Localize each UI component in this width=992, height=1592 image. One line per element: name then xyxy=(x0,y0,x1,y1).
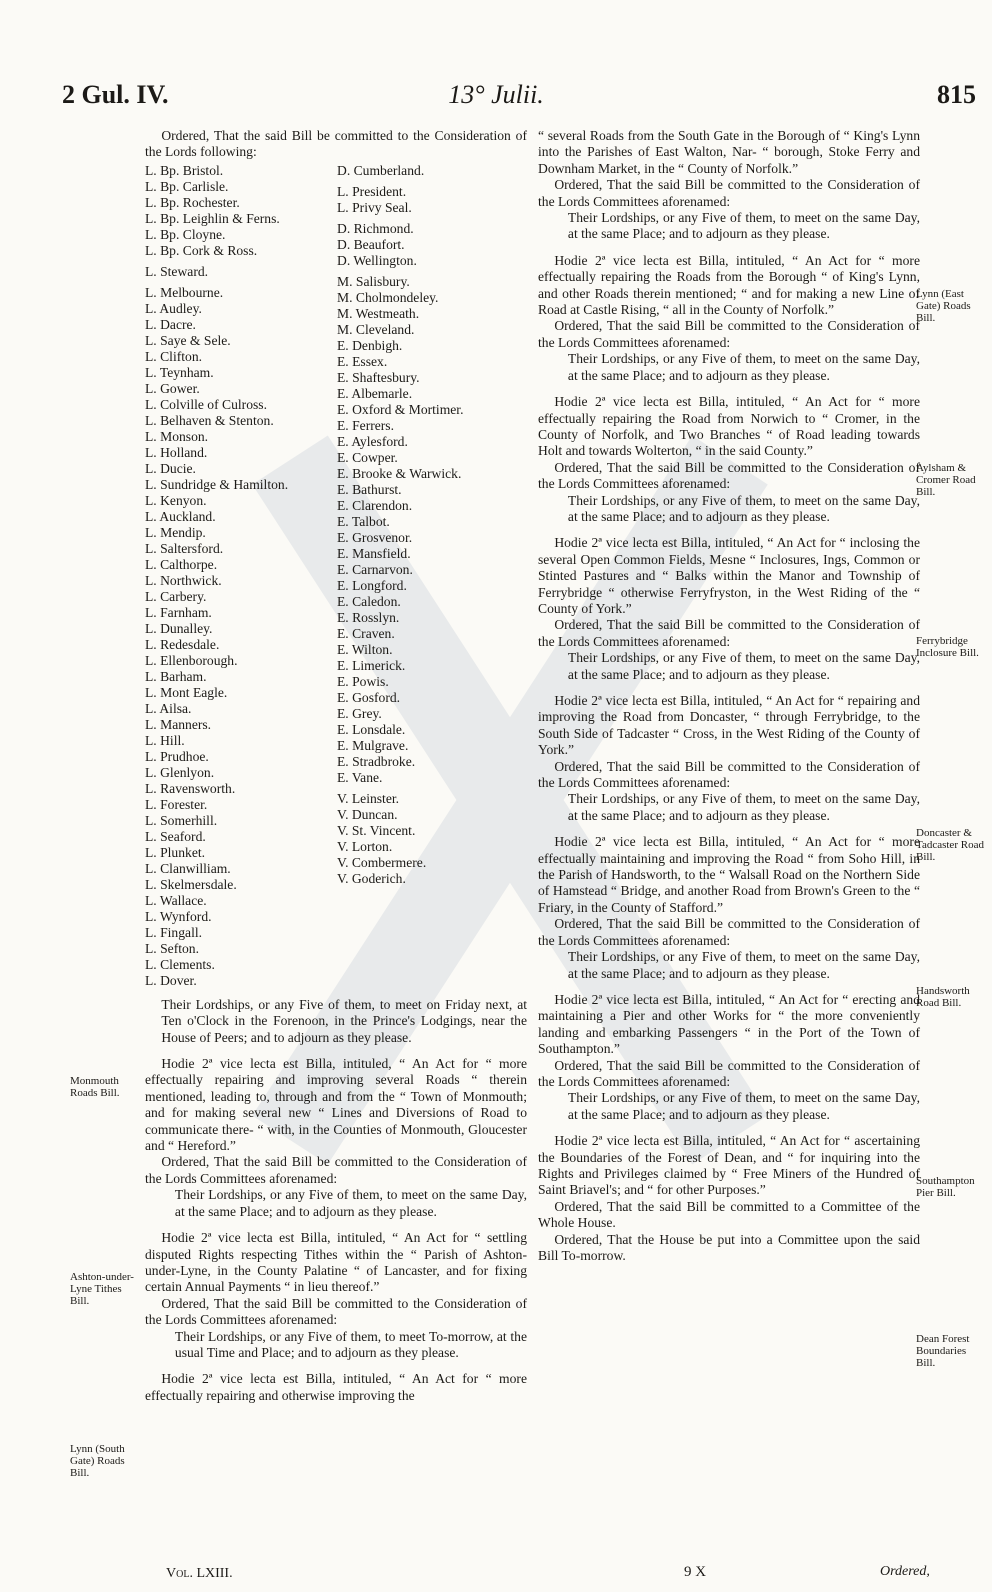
lord-entry: L. Glenlyon. xyxy=(145,764,215,780)
meeting-notice: Their Lordships, or any Five of them, to meet on Friday next, at Ten o'Clock in the Forenoon, in the Prince's Lodgings, near the House of Peers; and to adjourn as they please. xyxy=(161,996,527,1045)
meet-order: Their Lordships, or any Five of them, to meet on the same Day, at the same Place; and to adjourn as they please. xyxy=(567,949,920,981)
lord-entry: L. Sundridge & Hamilton. xyxy=(145,476,289,492)
left-entries xyxy=(145,1056,527,1404)
lord-entry: E. Mulgrave. xyxy=(337,737,409,753)
lord-entry: L. Monson. xyxy=(145,428,209,444)
lord-entry: E. Ferrers. xyxy=(337,417,394,433)
lord-entry: V. Goderich. xyxy=(337,870,406,886)
lord-entry: L. Ravensworth. xyxy=(145,780,236,796)
running-head-date: 13° Julii. xyxy=(448,80,544,109)
continued-entry xyxy=(538,128,920,243)
right-entries xyxy=(538,253,920,1265)
lord-entry: M. Cholmondeley. xyxy=(337,289,439,305)
lord-entry: L. Bp. Carlisle. xyxy=(145,178,229,194)
lord-entry: L. Prudhoe. xyxy=(145,748,209,764)
lord-entry: L. Colville of Culross. xyxy=(145,396,267,412)
lord-entry: E. Longford. xyxy=(337,577,407,593)
catchword: Ordered, xyxy=(880,1564,930,1579)
lord-entry: L. Clanwilliam. xyxy=(145,860,231,876)
volume-number: Vol. LXIII. xyxy=(166,1566,233,1581)
lord-entry: E. Denbigh. xyxy=(337,337,403,353)
lord-entry: L. Redesdale. xyxy=(145,636,220,652)
lord-entry: L. Steward. xyxy=(145,263,209,279)
committed-order: Ordered, That the said Bill be committed to the Consideration of the Lords Committees aforenamed: xyxy=(538,758,920,791)
lord-entry: E. Wilton. xyxy=(337,641,393,657)
left-column xyxy=(145,128,527,1404)
lord-entry: L. Bp. Cloyne. xyxy=(145,226,226,242)
lord-entry: D. Richmond. xyxy=(337,220,414,236)
lord-entry: E. Stradbroke. xyxy=(337,753,416,769)
lord-entry: L. President. xyxy=(337,183,407,199)
lord-entry: E. Essex. xyxy=(337,353,388,369)
lord-entry: L. Bp. Leighlin & Ferns. xyxy=(145,210,280,226)
lord-entry: L. Bp. Rochester. xyxy=(145,194,240,210)
continued-text: “ several Roads from the South Gate in the Borough of “ King's Lynn into the Parishes of East Walton, Nar- “ borough, Stoke Ferry and Downham Market, in the “ County of Norfolk.” xyxy=(538,128,920,176)
lord-entry: L. Dacre. xyxy=(145,316,196,332)
bill-reading-text: Hodie 2ª vice lecta est Billa, intituled, “ An Act for “ more effectually maintaining and improving the Road “ from Soho Hill, in the Parish of Handsworth, to the “ Walsall Road on the Northern Side of Hamstead “ Bridge, and another Road from Brown's Green to the “ Friary, in the County of Stafford.” xyxy=(538,834,920,915)
lord-entry: V. Lorton. xyxy=(337,838,393,854)
meet-order: Their Lordships, or any Five of them, to meet on the same Day, at the same Place; and to adjourn as they please. xyxy=(174,1187,527,1219)
lord-entry: E. Craven. xyxy=(337,625,395,641)
lord-entry: L. Clifton. xyxy=(145,348,203,364)
lord-entry: L. Somerhill. xyxy=(145,812,218,828)
bill-entry xyxy=(538,253,920,384)
bill-reading-text: Hodie 2ª vice lecta est Billa, intituled, “ An Act for “ more effectually repairing the Road from Norwich to “ Cromer, in the County of Norfolk, and Two Branches “ of Road leading towards Holt and towards Wolterton, “ in the said County.” xyxy=(538,394,920,459)
lord-entry: V. St. Vincent. xyxy=(337,822,416,838)
committed-order: Ordered, That the said Bill be committed to the Consideration of the Lords Committees aforenamed: xyxy=(145,1154,527,1186)
meet-order: Their Lordships, or any Five of them, to meet To-morrow, at the usual Time and Place; and to adjourn as they please. xyxy=(174,1328,527,1360)
lord-entry: L. Saltersford. xyxy=(145,540,224,556)
lord-entry: L. Fingall. xyxy=(145,924,203,940)
margin-note: Monmouth Roads Bill. xyxy=(70,1075,120,1099)
bill-entry xyxy=(145,1230,527,1361)
bill-entry xyxy=(538,1133,920,1264)
lord-entry: L. Ailsa. xyxy=(145,700,192,716)
lord-entry: E. Powis. xyxy=(337,673,389,689)
lord-entry: L. Sefton. xyxy=(145,940,199,956)
lord-entry: E. Carnarvon. xyxy=(337,561,413,577)
lord-entry: E. Clarendon. xyxy=(337,497,413,513)
meet-order: Their Lordships, or any Five of them, to meet on the same Day, at the same Place; and to adjourn as they please. xyxy=(567,492,920,524)
committee-order: Ordered, That the said Bill be committed to a Committee of the Whole House. xyxy=(538,1198,920,1231)
lord-entry: L. Ellenborough. xyxy=(145,652,238,668)
lord-entry: L. Bp. Bristol. xyxy=(145,162,224,178)
committee-order: Ordered, That the House be put into a Committee upon the said Bill To-morrow. xyxy=(538,1231,920,1263)
lord-entry: L. Saye & Sele. xyxy=(145,332,231,348)
bill-reading-text: Hodie 2ª vice lecta est Billa, intituled, “ An Act for “ more effectually repairing and otherwise improving the xyxy=(145,1371,527,1403)
lord-entry: E. Bathurst. xyxy=(337,481,402,497)
meet-order: Their Lordships, or any Five of them, to meet on the same Day, at the same Place; and to adjourn as they please. xyxy=(567,210,920,242)
lord-entry: E. Shaftesbury. xyxy=(337,369,420,385)
lord-entry: L. Mendip. xyxy=(145,524,206,540)
meet-order: Their Lordships, or any Five of them, to meet on the same Day, at the same Place; and to adjourn as they please. xyxy=(567,650,920,682)
lord-entry: L. Teynham. xyxy=(145,364,214,380)
lord-entry: E. Limerick. xyxy=(337,657,406,673)
bill-reading-text: Hodie 2ª vice lecta est Billa, intituled, “ An Act for “ settling disputed Rights respecting Tithes within the “ Parish of Ashton-under-Lyne, in the County Palatine “ of Lancaster, and for fixing certain Annual Payments “ in lieu thereof.” xyxy=(145,1230,527,1295)
committed-order: Ordered, That the said Bill be committed to the Consideration of the Lords Committees aforenamed: xyxy=(538,459,920,492)
lord-entry: E. Lonsdale. xyxy=(337,721,406,737)
page-number: 815 xyxy=(937,80,976,109)
bill-entry xyxy=(538,992,920,1123)
lord-entry: E. Gosford. xyxy=(337,689,401,705)
lord-entry: L. Melbourne. xyxy=(145,284,224,300)
bill-entry xyxy=(145,1371,527,1404)
lord-entry: M. Salisbury. xyxy=(337,273,410,289)
lord-entry: E. Aylesford. xyxy=(337,433,408,449)
right-column xyxy=(538,128,920,1264)
margin-note: Dean Forest Boundaries Bill. xyxy=(916,1333,970,1369)
lord-entry: L. Farnham. xyxy=(145,604,212,620)
lord-entry: E. Caledon. xyxy=(337,593,401,609)
lord-entry: L. Audley. xyxy=(145,300,202,316)
lord-entry: E. Grosvenor. xyxy=(337,529,413,545)
lord-entry: L. Forester. xyxy=(145,796,208,812)
lord-entry: L. Holland. xyxy=(145,444,208,460)
committed-order: Ordered, That the said Bill be committed to the Consideration of the Lords Committees aforenamed: xyxy=(538,177,920,209)
lord-entry: E. Cowper. xyxy=(337,449,398,465)
bill-reading-text: Hodie 2ª vice lecta est Billa, intituled, “ An Act for “ inclosing the several Open Common Fields, Mesne “ Inclosures, Ings, Common or Stinted Pastures and “ Balks within the Manor and Township of Ferrybridge “ otherwise Ferryfryston, in the West Riding of the “ County of York.” xyxy=(538,535,920,616)
meet-order: Their Lordships, or any Five of them, to meet on the same Day, at the same Place; and to adjourn as they please. xyxy=(567,791,920,823)
lord-entry: L. Dover. xyxy=(145,972,197,988)
lord-entry: L. Northwick. xyxy=(145,572,222,588)
lord-entry: L. Belhaven & Stenton. xyxy=(145,412,274,428)
committed-order: Ordered, That the said Bill be committed to the Consideration of the Lords Committees aforenamed: xyxy=(538,318,920,350)
lord-entry: D. Wellington. xyxy=(337,252,417,268)
lord-entry: V. Leinster. xyxy=(337,790,400,806)
margin-note: Southampton Pier Bill. xyxy=(916,1175,975,1199)
lord-entry: V. Duncan. xyxy=(337,806,398,822)
bill-reading-text: Hodie 2ª vice lecta est Billa, intituled, “ An Act for “ more effectually repairing the Roads from the Borough “ of King's Lynn, and other Roads therein mentioned; “ and for making a new Line of Road at Castle Rising, “ all in the County of Norfolk.” xyxy=(538,252,920,318)
committed-order: Ordered, That the said Bill be committed to the Consideration of the Lords Committees aforenamed: xyxy=(538,617,920,649)
lord-entry: E. Albemarle. xyxy=(337,385,413,401)
lord-entry: L. Bp. Cork & Ross. xyxy=(145,242,258,258)
bill-entry xyxy=(538,535,920,683)
lord-entry: E. Vane. xyxy=(337,769,383,785)
margin-note: Ferrybridge Inclosure Bill. xyxy=(916,635,979,659)
margin-note: Handsworth Road Bill. xyxy=(916,985,970,1009)
committed-order: Ordered, That the said Bill be committed to the Consideration of the Lords Committees aforenamed: xyxy=(145,1295,527,1328)
margin-note: Lynn (South Gate) Roads Bill. xyxy=(70,1443,125,1479)
lord-entry: M. Westmeath. xyxy=(337,305,420,321)
bill-entry xyxy=(538,693,920,824)
lord-entry: L. Gower. xyxy=(145,380,200,396)
lord-entry: V. Combermere. xyxy=(337,854,427,870)
lord-entry: L. Hill. xyxy=(145,732,185,748)
lord-entry: E. Oxford & Mortimer. xyxy=(337,401,464,417)
bill-reading-text: Hodie 2ª vice lecta est Billa, intituled, “ An Act for “ repairing and improving the Road from Doncaster, “ through Ferrybridge, to the South Side of Tadcaster “ Cross, in the West Riding of the County of York.” xyxy=(538,693,920,758)
lord-entry: L. Skelmersdale. xyxy=(145,876,237,892)
lord-entry: D. Beaufort. xyxy=(337,236,405,252)
lords-list-left xyxy=(145,163,337,989)
lord-entry: L. Seaford. xyxy=(145,828,206,844)
lord-entry: E. Grey. xyxy=(337,705,382,721)
lord-entry: L. Kenyon. xyxy=(145,492,207,508)
lord-entry: L. Wynford. xyxy=(145,908,212,924)
lord-entry: L. Ducie. xyxy=(145,460,196,476)
lord-entry: L. Wallace. xyxy=(145,892,207,908)
lord-entry: L. Manners. xyxy=(145,716,212,732)
lord-entry: E. Brooke & Warwick. xyxy=(337,465,462,481)
lord-entry: E. Rosslyn. xyxy=(337,609,400,625)
meet-order: Their Lordships, or any Five of them, to meet on the same Day, at the same Place; and to adjourn as they please. xyxy=(567,351,920,383)
meet-order: Their Lordships, or any Five of them, to meet on the same Day, at the same Place; and to adjourn as they please. xyxy=(567,1090,920,1122)
committal-intro: Ordered, That the said Bill be committed to the Consideration of the Lords following: xyxy=(145,128,527,160)
lord-entry: M. Cleveland. xyxy=(337,321,415,337)
margin-note: Aylsham & Cromer Road Bill. xyxy=(916,462,976,498)
running-head-left: 2 Gul. IV. xyxy=(62,80,169,109)
lord-entry: L. Clements. xyxy=(145,956,215,972)
bill-reading-text: Hodie 2ª vice lecta est Billa, intituled, “ An Act for “ erecting and maintaining a Pier and other Works for “ the more conveniently landing and embarking Passengers “ in the Port of the Town of Southampton.” xyxy=(538,991,920,1057)
bill-reading-text: Hodie 2ª vice lecta est Billa, intituled, “ An Act for “ ascertaining the Boundaries of the Forest of Dean, and “ for inquiring into the Rights and Privileges claimed by “ Free Miners of the Hundred of Saint Briavel's; and “ for other Purposes.” xyxy=(538,1133,920,1198)
lord-entry: L. Dunalley. xyxy=(145,620,213,636)
lord-entry: L. Calthorpe. xyxy=(145,556,218,572)
committed-order: Ordered, That the said Bill be committed to the Consideration of the Lords Committees aforenamed: xyxy=(538,916,920,948)
signature-mark: 9 X xyxy=(684,1564,707,1580)
lord-entry: L. Plunket. xyxy=(145,844,206,860)
lord-entry: E. Mansfield. xyxy=(337,545,411,561)
bill-entry xyxy=(538,834,920,982)
committed-order: Ordered, That the said Bill be committed to the Consideration of the Lords Committees aforenamed: xyxy=(538,1057,920,1089)
lord-entry: E. Talbot. xyxy=(337,513,390,529)
lord-entry: L. Barham. xyxy=(145,668,207,684)
lords-list-right xyxy=(337,163,527,989)
margin-note: Doncaster & Tadcaster Road Bill. xyxy=(916,827,984,863)
lords-list xyxy=(145,163,527,989)
margin-note: Ashton-under-Lyne Tithes Bill. xyxy=(70,1271,134,1307)
lord-entry: L. Mont Eagle. xyxy=(145,684,228,700)
lord-entry: D. Cumberland. xyxy=(337,162,425,178)
lord-entry: L. Carbery. xyxy=(145,588,207,604)
bill-reading-text: Hodie 2ª vice lecta est Billa, intituled, “ An Act for “ more effectually repairing and improving several Roads “ therein mentioned, leading to, through and from the “ Town of Monmouth; and for making several new “ Lines and Diversions of Road to communicate there- “ with, in the Counties of Monmouth, Gloucester and “ Hereford.” xyxy=(145,1056,527,1154)
bill-entry xyxy=(145,1056,527,1220)
margin-note: Lynn (East Gate) Roads Bill. xyxy=(916,288,971,324)
lord-entry: L. Auckland. xyxy=(145,508,216,524)
bill-entry xyxy=(538,394,920,525)
lord-entry: L. Privy Seal. xyxy=(337,199,412,215)
